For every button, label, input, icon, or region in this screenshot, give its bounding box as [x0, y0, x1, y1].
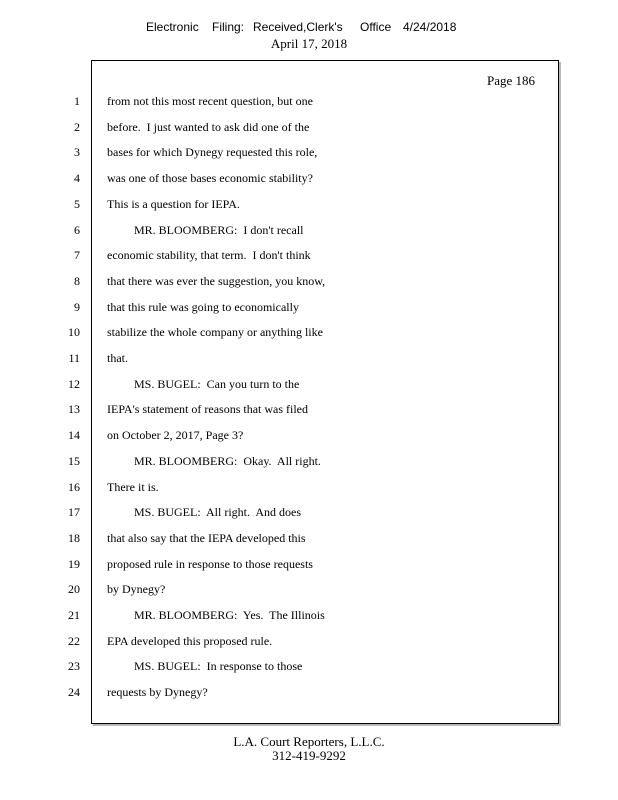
line-number: 6	[74, 223, 80, 237]
line-text: MR. BLOOMBERG: I don't recall	[107, 223, 304, 237]
line-text: was one of those bases economic stability?	[107, 171, 313, 185]
line-number: 2	[74, 120, 80, 134]
line-number: 13	[68, 402, 80, 416]
line-text: MS. BUGEL: Can you turn to the	[107, 377, 300, 391]
filing-stamp	[0, 20, 618, 36]
line-number: 23	[68, 659, 80, 673]
line-text: economic stability, that term. I don't think	[107, 248, 311, 262]
stamp-word: Office	[360, 20, 392, 34]
line-text: MS. BUGEL: In response to those	[107, 659, 303, 673]
line-text: that there was ever the suggestion, you know,	[107, 274, 326, 288]
page-number: Page 186	[487, 73, 536, 88]
line-number: 3	[74, 145, 80, 159]
line-text: This is a question for IEPA.	[107, 197, 240, 211]
line-number: 4	[74, 171, 80, 185]
line-number: 22	[68, 634, 80, 648]
line-text: on October 2, 2017, Page 3?	[107, 428, 244, 442]
reporter-phone: 312-419-9292	[272, 748, 346, 763]
line-number: 17	[68, 505, 80, 519]
stamp-word: Filing:	[212, 20, 245, 34]
line-text: IEPA's statement of reasons that was filed	[107, 402, 309, 416]
line-number: 5	[74, 197, 80, 211]
line-text: that.	[107, 351, 128, 365]
line-text: There it is.	[107, 480, 159, 494]
line-number: 1	[74, 94, 80, 108]
line-text: stabilize the whole company or anything like	[107, 325, 323, 339]
line-number: 24	[68, 685, 80, 699]
line-number: 18	[68, 531, 80, 545]
line-number: 16	[68, 480, 80, 494]
line-number: 14	[68, 428, 80, 442]
transcript-date: April 17, 2018	[270, 36, 348, 51]
line-text: MS. BUGEL: All right. And does	[107, 505, 302, 519]
line-text: by Dynegy?	[107, 582, 166, 596]
line-text: proposed rule in response to those requests	[107, 557, 313, 571]
line-number: 9	[74, 300, 80, 314]
line-text: bases for which Dynegy requested this role,	[107, 145, 318, 159]
line-text: that also say that the IEPA developed this	[107, 531, 306, 545]
stamp-word: 4/24/2018	[403, 20, 457, 34]
stamp-word: Received,Clerk's	[253, 20, 343, 34]
stamp-word: Electronic	[146, 20, 199, 34]
line-number: 8	[74, 274, 80, 288]
line-text: that this rule was going to economically	[107, 300, 299, 314]
line-number: 7	[74, 248, 80, 262]
line-number: 20	[68, 582, 80, 596]
line-text: before. I just wanted to ask did one of the	[107, 120, 310, 134]
line-text: EPA developed this proposed rule.	[107, 634, 273, 648]
line-number: 21	[68, 608, 80, 622]
line-number: 12	[68, 377, 80, 391]
line-text: MR. BLOOMBERG: Okay. All right.	[107, 454, 321, 468]
reporter-company: L.A. Court Reporters, L.L.C.	[233, 734, 385, 749]
line-number: 15	[68, 454, 80, 468]
line-number: 10	[68, 325, 80, 339]
line-text: from not this most recent question, but one	[107, 94, 313, 108]
line-text: requests by Dynegy?	[107, 685, 208, 699]
line-text: MR. BLOOMBERG: Yes. The Illinois	[107, 608, 325, 622]
line-number: 11	[68, 351, 80, 365]
line-number: 19	[68, 557, 80, 571]
